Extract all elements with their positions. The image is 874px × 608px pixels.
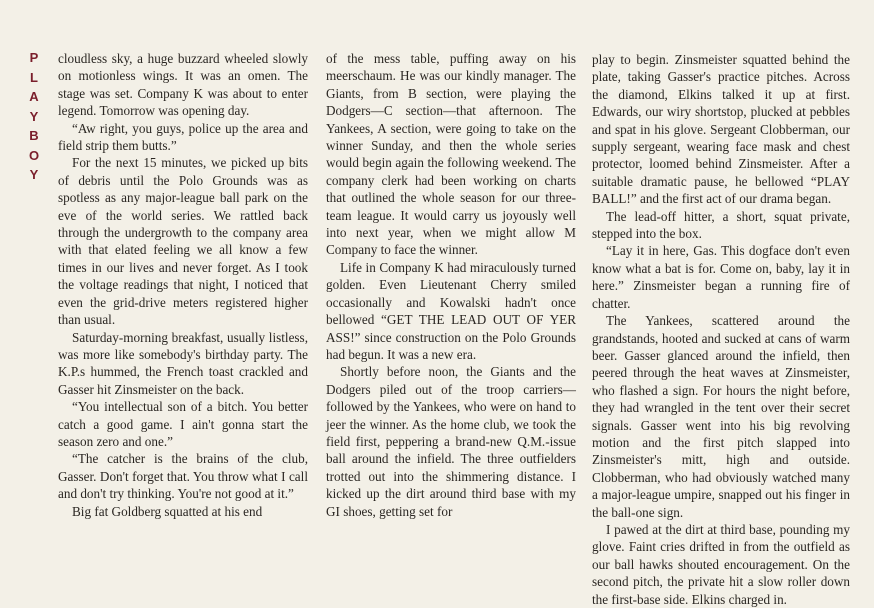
paragraph: Big fat Goldberg squatted at his end xyxy=(72,503,263,519)
paragraph: “You intellectual son of a bitch. You better catch a good game. I ain't gonna start the season zero and one.” xyxy=(58,399,308,449)
paragraph: Shortly before noon, the Giants and the Dodgers piled out of the troop carriers—followed by the Yankees, who were on hand to jeer the winner. As the home club, we took the field first, peppering a brand-new Q.M.-issue ball around the infield. The three outfielders trotted out into the shimmering distance. I kicked up the dirt around third base with my GI shoes, getting set for xyxy=(326,364,576,519)
paragraph: Life in Company K had miraculously turned golden. Even Lieutenant Cherry smiled occasionally and Kowalski hadn't once bellowed “GET THE LEAD OUT OF YER ASS!” since construction on the Polo Grounds had begun. It was a new era. xyxy=(326,259,576,362)
paragraph: “Lay it in here, Gas. This dogface don't even know what a bat is for. Come on, baby, lay it in here.” Zinsmeister began a running fire of chatter. xyxy=(592,243,850,311)
paragraph: “Aw right, you guys, police up the area and field strip them butts.” xyxy=(58,120,308,154)
paragraph: play to begin. Zinsmeister squatted behind the plate, taking Gasser's practice pitches. Across the diamond, Elkins talked it up at first. Edwards, our wiry shortstop, plucked at pebbles and spat in his glove. Sergeant Clobberman, our supply sergeant, wearing face mask and chest protector, loomed behind Zinsmeister. After a suitable dramatic pause, he bellowed “PLAY BALL!” and the first act of our drama began. xyxy=(592,52,850,207)
magazine-letter: L xyxy=(30,69,38,85)
paragraph: The lead-off hitter, a short, squat private, stepped into the box. xyxy=(592,208,850,242)
paragraph: of the mess table, puffing away on his meerschaum. He was our kindly manager. The Giants, from B section, were playing the Dodgers—C section—that afternoon. The Yankees, A section, were going to take on the winner Sunday, and then the whole series would begin again the following weekend. The company clerk had been working on charts that outlined the whole season for our three-team league. It would carry us joyously well into next year, when we might allow M Company to face the winner. xyxy=(326,51,576,258)
text-column-2 xyxy=(326,50,576,520)
paragraph: “The catcher is the brains of the club, Gasser. Don't forget that. You throw what I call and don't try thinking. You're not good at it.” xyxy=(58,451,308,502)
magazine-letter: O xyxy=(28,147,40,163)
paragraph: cloudless sky, a huge buzzard wheeled slowly on motionless wings. It was an omen. The stage was set. Company K was about to enter legend. Tomorrow was opening day. xyxy=(58,51,308,119)
magazine-letter: Y xyxy=(29,108,39,124)
text-column-3 xyxy=(592,51,850,608)
magazine-name-label xyxy=(25,48,43,185)
text-column-1 xyxy=(58,50,308,520)
paragraph: The Yankees, scattered around the grandstands, hooted and sucked at cans of warm beer. Gasser glanced around the infield, then peered through the heat waves at Zinsmeister, who flashed a sign. For hours the night before, they had wrangled in the tent over their secret signals. Gasser went into his big revolving motion and the first pitch slapped into Zinsmeister's mitt, high and outside. Clobberman, who had obviously watched many a major-league umpire, snapped out his finger in the ball-one sign. xyxy=(592,313,850,520)
paragraph: For the next 15 minutes, we picked up bits of debris until the Polo Grounds was as spotless as any major-league ball park on the eve of the world series. We rattled back through the undergrowth to the company area with that elated feeling we all know a few times in our lives and never forget. As I took the voltage readings that night, I noticed that even the grid-drive meters registered higher than usual. xyxy=(58,155,308,328)
magazine-letter: P xyxy=(29,50,39,65)
magazine-letter: Y xyxy=(29,167,39,182)
magazine-letter: B xyxy=(29,128,39,143)
magazine-letter: A xyxy=(29,89,39,104)
paragraph: I pawed at the dirt at third base, pounding my glove. Faint cries drifted in from the outfield as our ball hawks shouted encouragement. On the second pitch, the private hit a slow roller down the first-base side. Elkins charged in. xyxy=(592,521,850,607)
paragraph: Saturday-morning breakfast, usually listless, was more like somebody's birthday party. The K.P.s hummed, the French toast crackled and Gasser hit Zinsmeister on the back. xyxy=(58,329,308,397)
